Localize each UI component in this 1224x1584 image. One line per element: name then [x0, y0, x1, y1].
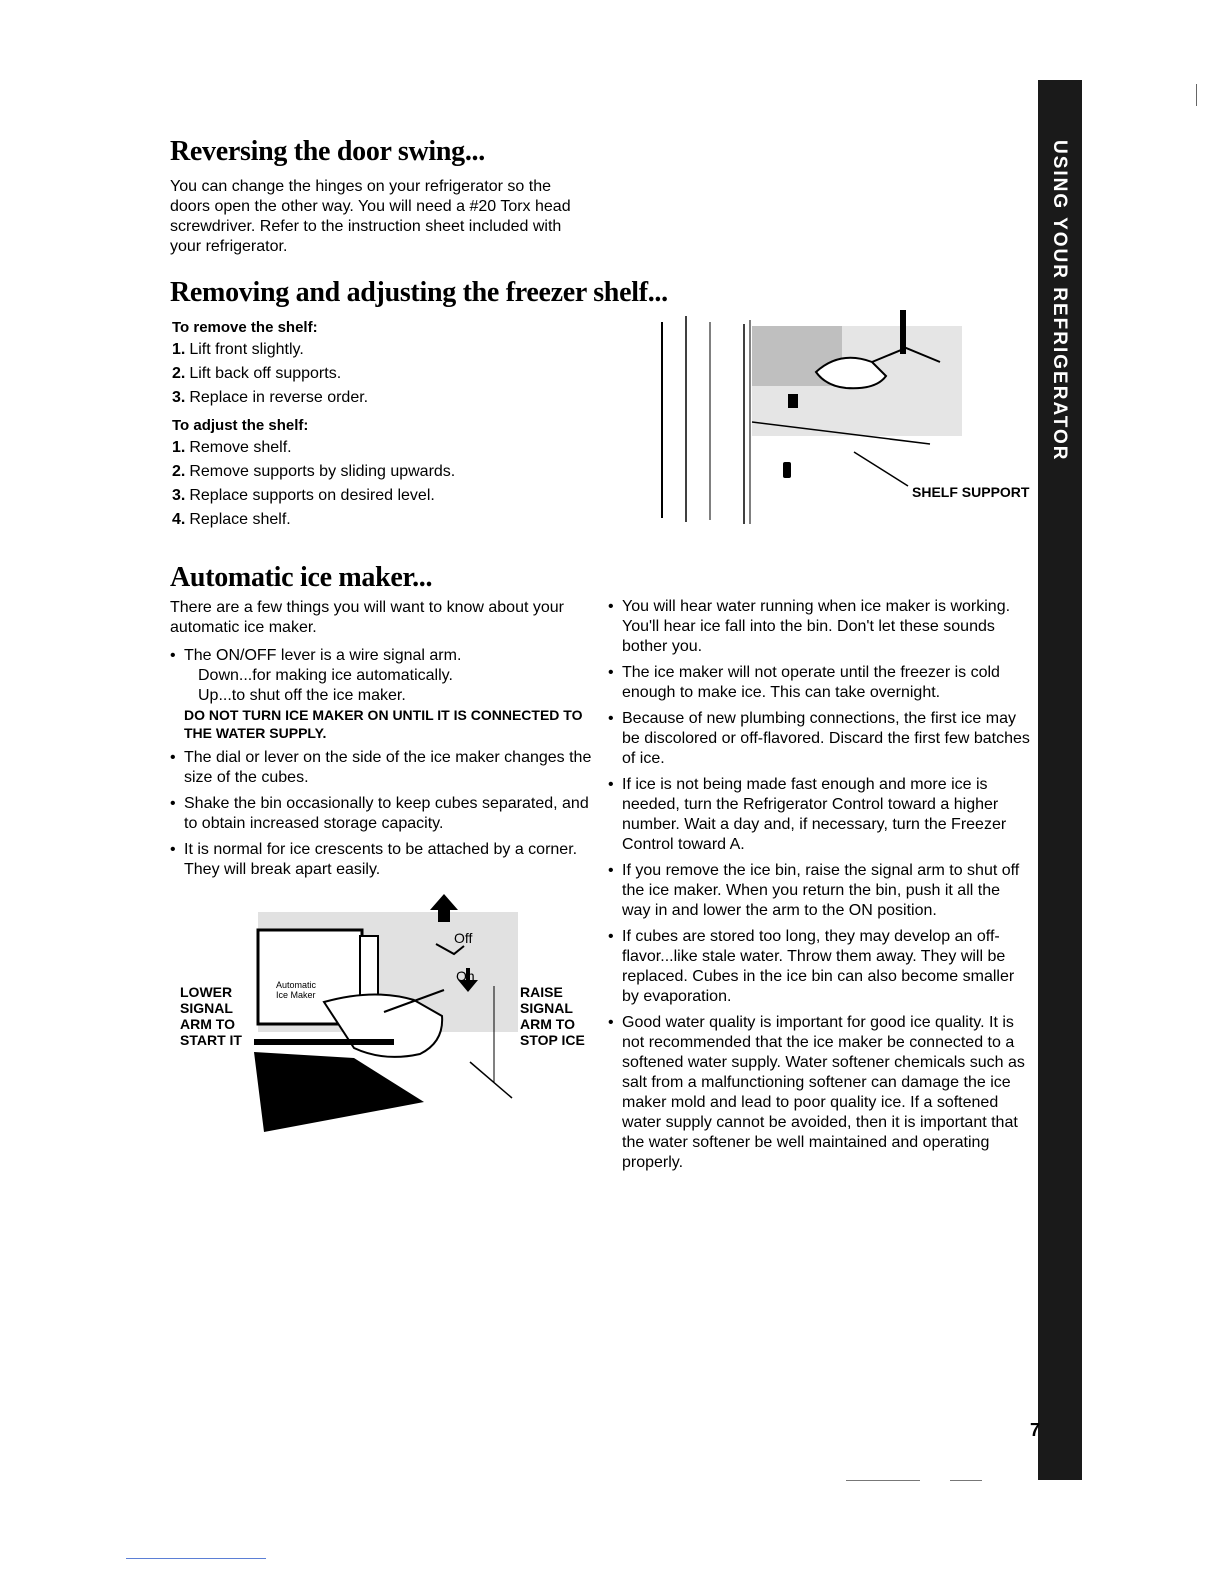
shelf-support-label: SHELF SUPPORT	[912, 484, 1030, 500]
list-item: • Because of new plumbing connections, the first ice may be discolored or off-flavored. Discard the first few batches of ice.	[608, 709, 1032, 769]
label-line: SIGNAL	[520, 1000, 573, 1016]
list-item: • Good water quality is important for good ice quality. It is not recommended that the ice maker be connected to a softened water supply. Water softener chemicals such as salt from a malfunctioning softener can damage the ice maker mold and lead to poor quality ice. If a softened water supply cannot be avoided, then it is important that the water softener be well maintained and operating properly.	[608, 1013, 1032, 1173]
box-text-line: Automatic	[276, 980, 317, 990]
label-line: SIGNAL	[180, 1000, 233, 1016]
list-item: 4. Replace shelf.	[172, 511, 291, 528]
list-item: 2. Remove supports by sliding upwards.	[172, 463, 456, 480]
box-text-line: Ice Maker	[276, 990, 316, 1000]
list-item: • If cubes are stored too long, they may develop an off-flavor...like stale water. Throw them away. They will be replaced. Cubes in the ice bin can also become smaller by evaporation.	[608, 927, 1032, 1007]
ice-maker-box-text	[276, 980, 316, 1000]
door-swing-heading: Reversing the door swing...	[170, 136, 485, 167]
label-line: RAISE	[520, 984, 563, 1000]
lever-line-2: Down...for making ice automatically.	[198, 667, 453, 684]
label-line: LOWER	[180, 984, 233, 1000]
scan-rule	[846, 1480, 920, 1481]
list-item	[170, 646, 592, 742]
label-line: ARM TO	[520, 1016, 575, 1032]
list-item: • You will hear water running when ice maker is working. You'll hear ice fall into the bin. Don't let these sounds bother you.	[608, 597, 1032, 657]
list-item: • If you remove the ice bin, raise the signal arm to shut off the ice maker. When you return the bin, push it all the way in and lower the arm to the ON position.	[608, 861, 1032, 921]
list-item: 3. Replace supports on desired level.	[172, 487, 435, 504]
door-swing-body: You can change the hinges on your refrigerator so the doors open the other way. You will need a #20 Torx head screwdriver. Refer to the instruction sheet included with your refrigerator.	[170, 178, 571, 255]
ice-maker-left-bullets	[170, 646, 592, 880]
water-supply-warning: DO NOT TURN ICE MAKER ON UNTIL IT IS CONNECTED TO THE WATER SUPPLY.	[184, 707, 583, 741]
scan-rule	[126, 1558, 266, 1559]
shelf-support-illustration	[640, 310, 1040, 530]
raise-signal-arm-label	[520, 984, 585, 1048]
off-label: Off	[454, 930, 473, 946]
section-tab-label: USING YOUR REFRIGERATOR	[1049, 140, 1070, 462]
label-line: ARM TO	[180, 1016, 235, 1032]
list-item: 3. Replace in reverse order.	[172, 389, 369, 406]
list-item: • Shake the bin occasionally to keep cubes separated, and to obtain increased storage capacity.	[170, 794, 592, 834]
ice-maker-right-bullets	[608, 597, 1032, 1173]
list-item: • If ice is not being made fast enough and more ice is needed, turn the Refrigerator Control toward a higher number. Wait a day and, if necessary, turn the Freezer Control toward A.	[608, 775, 1032, 855]
list-item: • The dial or lever on the side of the ice maker changes the size of the cubes.	[170, 748, 592, 788]
list-item: 1. Remove shelf.	[172, 439, 292, 456]
on-label: On	[456, 968, 475, 984]
ice-maker-heading: Automatic ice maker...	[170, 562, 433, 593]
remove-shelf-heading: To remove the shelf:	[172, 319, 318, 336]
edge-mark	[1196, 84, 1197, 106]
lever-line-1: The ON/OFF lever is a wire signal arm.	[184, 647, 462, 664]
lever-line-3: Up...to shut off the ice maker.	[198, 687, 406, 704]
lower-signal-arm-label	[180, 984, 242, 1048]
section-tab	[1038, 80, 1082, 1480]
ice-maker-left-column	[170, 598, 592, 886]
scan-rule	[950, 1480, 982, 1481]
ice-maker-intro: There are a few things you will want to know about your automatic ice maker.	[170, 599, 564, 636]
label-line: STOP ICE	[520, 1032, 585, 1048]
label-line: START IT	[180, 1032, 242, 1048]
remove-shelf-block	[172, 318, 612, 532]
list-item: 2. Lift back off supports.	[172, 365, 342, 382]
adjust-shelf-heading: To adjust the shelf:	[172, 417, 309, 434]
list-item: • The ice maker will not operate until the freezer is cold enough to make ice. This can take overnight.	[608, 663, 1032, 703]
list-item: • It is normal for ice crescents to be attached by a corner. They will break apart easily.	[170, 840, 592, 880]
adjust-steps	[172, 436, 612, 532]
ice-maker-illustration	[174, 892, 594, 1132]
page-number: 7	[1030, 1420, 1041, 1440]
list-item: 1. Lift front slightly.	[172, 341, 304, 358]
remove-steps	[172, 338, 612, 410]
ice-maker-right-column	[608, 597, 1032, 1179]
freezer-shelf-heading: Removing and adjusting the freezer shelf...	[170, 277, 668, 308]
